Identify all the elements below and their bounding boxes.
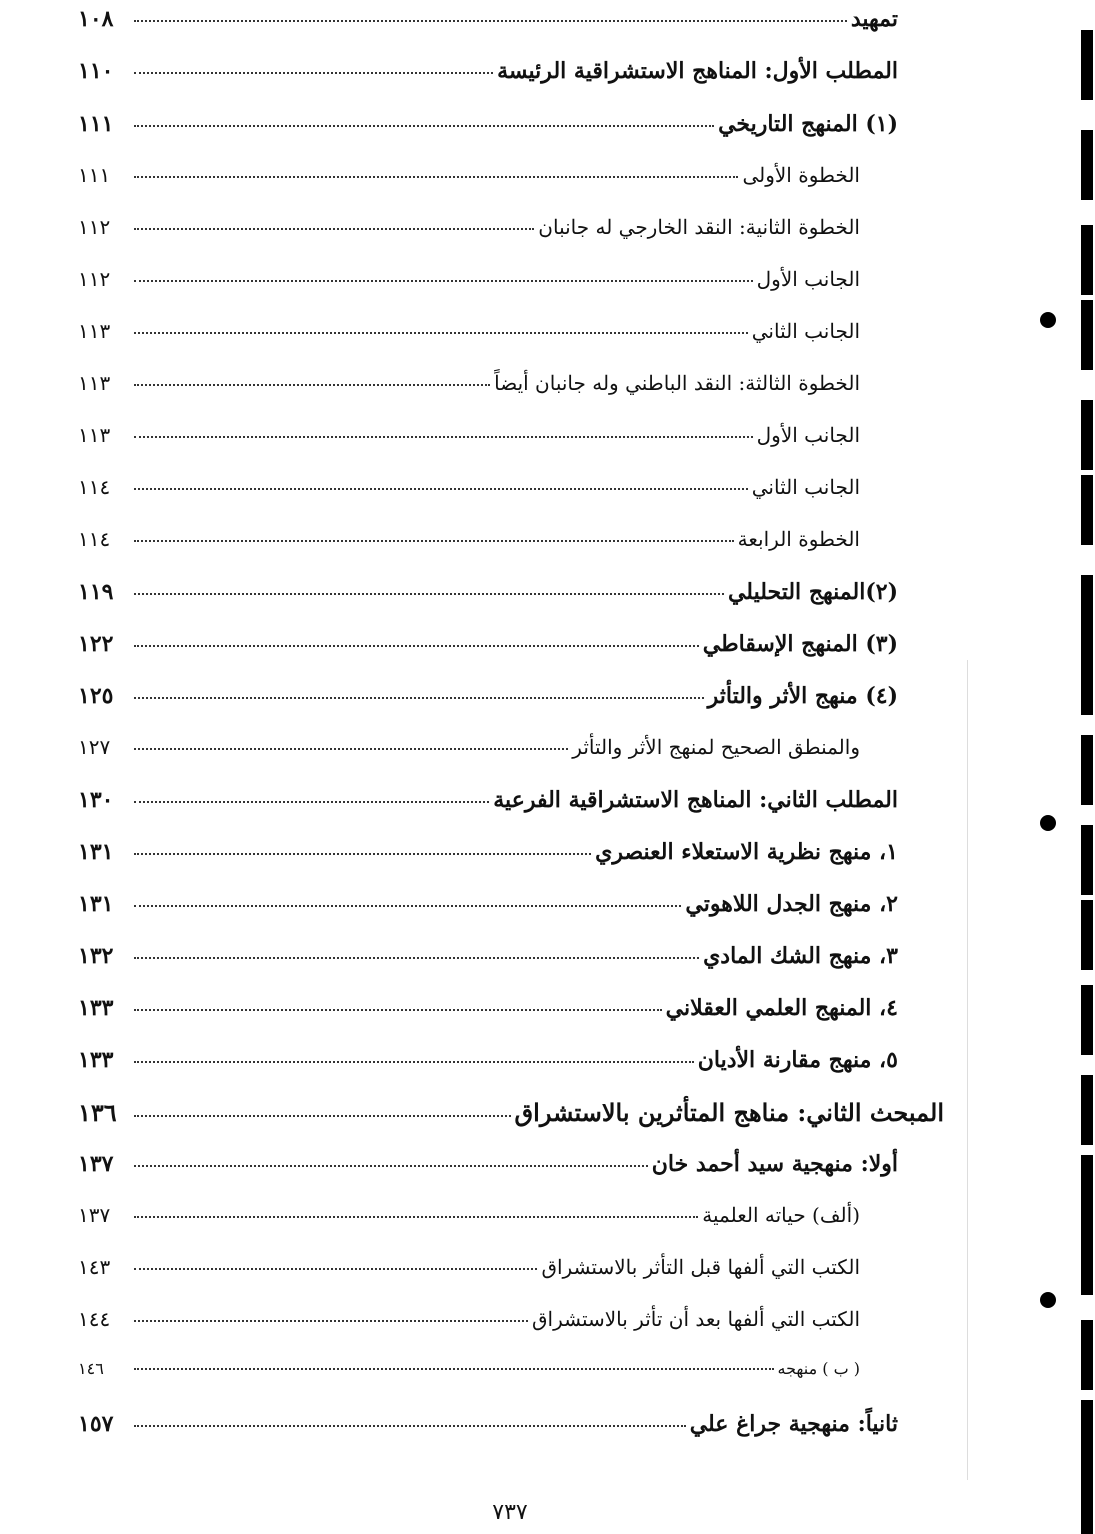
toc-entry [78, 217, 898, 237]
toc-entry [78, 477, 898, 497]
toc-dot-leader [134, 1165, 648, 1167]
toc-dot-leader [134, 280, 753, 282]
toc-entry-page: ١١٣ [78, 371, 111, 395]
toc-entry-page: ١٥٧ [78, 1411, 114, 1437]
toc-entry [78, 1361, 898, 1377]
binder-mark [1081, 645, 1093, 715]
toc-entry-page: ١٣٠ [78, 787, 114, 813]
binder-mark [1081, 225, 1093, 295]
toc-dot-leader [134, 332, 748, 334]
toc-entry-page: ١٤٦ [78, 1359, 104, 1378]
binder-mark [1081, 1225, 1093, 1295]
toc-entry [78, 1257, 898, 1277]
toc-entry-title: الخطوة الأولى [742, 163, 860, 187]
toc-dot-leader [134, 801, 489, 803]
toc-entry [78, 8, 898, 30]
toc-entry [78, 113, 898, 135]
binder-mark [1081, 475, 1093, 545]
toc-entry [78, 373, 898, 393]
toc-entry [78, 1205, 898, 1225]
toc-dot-leader [134, 593, 724, 595]
toc-entry-title: (١) المنهج التاريخي [718, 111, 898, 137]
toc-dot-leader [134, 748, 568, 750]
toc-dot-leader [134, 1009, 662, 1011]
binder-mark [1081, 1155, 1093, 1225]
toc-entry-page: ١١١ [78, 163, 111, 187]
toc-dot-leader [134, 1268, 537, 1270]
toc-entry-title: (٢)المنهج التحليلي [727, 579, 898, 605]
toc-entry-title: ( ب ) منهجه [777, 1359, 860, 1378]
toc-entry [78, 945, 898, 967]
toc-entry-title: المطلب الأول: المناهج الاستشراقية الرئيسة [497, 58, 898, 84]
margin-line [967, 660, 968, 1480]
binder-hole [1040, 1292, 1056, 1308]
toc-dot-leader [134, 1425, 686, 1427]
toc-entry-page: ١٢٥ [78, 683, 114, 709]
toc-entry-title: ٢، منهج الجدل اللاهوتي [685, 891, 898, 917]
toc-dot-leader [134, 1115, 511, 1117]
binder-mark [1081, 1400, 1093, 1470]
toc-entry-page: ١١٣ [78, 319, 111, 343]
toc-dot-leader [134, 1368, 774, 1370]
toc-entry [78, 321, 898, 341]
toc-dot-leader [134, 853, 591, 855]
binder-mark [1081, 900, 1093, 970]
toc-dot-leader [134, 1061, 694, 1063]
toc-entry [78, 529, 898, 549]
toc-entry-page: ١٣١ [78, 839, 114, 865]
toc-entry [78, 1098, 944, 1127]
toc-entry-page: ١٢٢ [78, 631, 114, 657]
toc-entry-title: والمنطق الصحيح لمنهج الأثر والتأثر [572, 735, 860, 759]
toc-entry-page: ١١١ [78, 111, 114, 137]
binder-mark [1081, 30, 1093, 100]
toc-entry-page: ١٣٣ [78, 1047, 114, 1073]
toc-dot-leader [134, 72, 493, 74]
toc-entry [78, 841, 898, 863]
toc-entry-page: ١٤٣ [78, 1255, 111, 1279]
toc-entry [78, 1309, 898, 1329]
binder-mark [1081, 735, 1093, 805]
toc-entry-page: ١٣٢ [78, 943, 114, 969]
toc-dot-leader [134, 228, 534, 230]
toc-dot-leader [134, 1320, 528, 1322]
toc-entry-title: الكتب التي ألفها بعد أن تأثر بالاستشراق [532, 1307, 860, 1331]
toc-entry-page: ١٠٨ [78, 6, 114, 32]
binder-mark [1081, 130, 1093, 200]
toc-dot-leader [134, 125, 714, 127]
toc-entry-title: الجانب الثاني [751, 319, 860, 343]
toc-entry-page: ١١٩ [78, 579, 114, 605]
toc-entry-page: ١٣٧ [78, 1151, 114, 1177]
toc-dot-leader [134, 957, 699, 959]
toc-dot-leader [134, 436, 753, 438]
binder-mark [1081, 825, 1093, 895]
toc-entry-page: ١١٢ [78, 215, 111, 239]
toc-dot-leader [134, 645, 699, 647]
toc-entry-title: الجانب الثاني [751, 475, 860, 499]
toc-entry [78, 893, 898, 915]
toc-dot-leader [134, 697, 704, 699]
toc-entry-title: الجانب الأول [756, 267, 860, 291]
toc-dot-leader [134, 488, 748, 490]
toc-entry-title: الخطوة الرابعة [737, 527, 860, 551]
toc-entry-page: ١١٣ [78, 423, 111, 447]
binder-mark [1081, 400, 1093, 470]
toc-entry [78, 581, 898, 603]
toc-entry-title: الخطوة الثالثة: النقد الباطني وله جانبان أيضاً [494, 371, 860, 395]
toc-entry-title: (٤) منهج الأثر والتأثر [707, 683, 898, 709]
toc-entry [78, 789, 898, 811]
binder-mark [1081, 1470, 1093, 1534]
toc-entry-page: ١١٠ [78, 58, 114, 84]
toc-entry [78, 1049, 898, 1071]
binder-mark [1081, 575, 1093, 645]
toc-entry-title: ١، منهج نظرية الاستعلاء العنصري [595, 839, 898, 865]
binder-hole [1040, 312, 1056, 328]
toc-dot-leader [134, 905, 681, 907]
toc-entry-page: ١٣٣ [78, 995, 114, 1021]
toc-entry [78, 60, 898, 82]
toc-entry-title: تمهيد [850, 6, 898, 32]
toc-entry-page: ١٣٧ [78, 1203, 111, 1227]
binder-hole [1040, 815, 1056, 831]
toc-entry-page: ١٣٦ [78, 1098, 117, 1127]
toc-entry-page: ١٤٤ [78, 1307, 111, 1331]
toc-entry-title: الكتب التي ألفها قبل التأثر بالاستشراق [541, 1255, 860, 1279]
toc-entry-title: (ألف) حياته العلمية [702, 1203, 860, 1227]
toc-dot-leader [134, 20, 847, 22]
toc-entry [78, 633, 898, 655]
toc-entry-title: ٥، منهج مقارنة الأديان [697, 1047, 898, 1073]
binder-mark [1081, 1320, 1093, 1390]
toc-dot-leader [134, 176, 738, 178]
toc-entry [78, 1153, 898, 1175]
toc-entry-title: ٣، منهج الشك المادي [703, 943, 898, 969]
toc-entry [78, 685, 898, 707]
toc-entry-page: ١٣١ [78, 891, 114, 917]
toc-entry-page: ١١٤ [78, 527, 111, 551]
toc-entry-page: ١١٢ [78, 267, 111, 291]
toc-entry-title: الخطوة الثانية: النقد الخارجي له جانبان [538, 215, 860, 239]
binder-mark [1081, 1075, 1093, 1145]
toc-entry [78, 425, 898, 445]
toc-entry-title: (٣) المنهج الإسقاطي [702, 631, 898, 657]
toc-entry-page: ١٢٧ [78, 735, 111, 759]
toc-entry [78, 269, 898, 289]
page-number: ٧٣٧ [492, 1500, 528, 1525]
toc-entry [78, 1413, 898, 1435]
toc-entry [78, 997, 898, 1019]
toc-entry-title: ٤، المنهج العلمي العقلاني [665, 995, 898, 1021]
binder-mark [1081, 300, 1093, 370]
toc-dot-leader [134, 1216, 698, 1218]
toc-entry-title: الجانب الأول [756, 423, 860, 447]
toc-entry [78, 165, 898, 185]
toc-entry-title: المبحث الثاني: مناهج المتأثرين بالاستشراق [514, 1098, 944, 1127]
binder-mark [1081, 985, 1093, 1055]
toc-entry-title: المطلب الثاني: المناهج الاستشراقية الفرعية [493, 787, 898, 813]
toc-entry-title: أولا: منهجية سيد أحمد خان [651, 1151, 898, 1177]
toc-entry-title: ثانياً: منهجية جراغ علي [689, 1411, 898, 1437]
toc-entry-page: ١١٤ [78, 475, 111, 499]
toc-dot-leader [134, 540, 734, 542]
toc-dot-leader [134, 384, 490, 386]
toc-entry [78, 737, 898, 757]
